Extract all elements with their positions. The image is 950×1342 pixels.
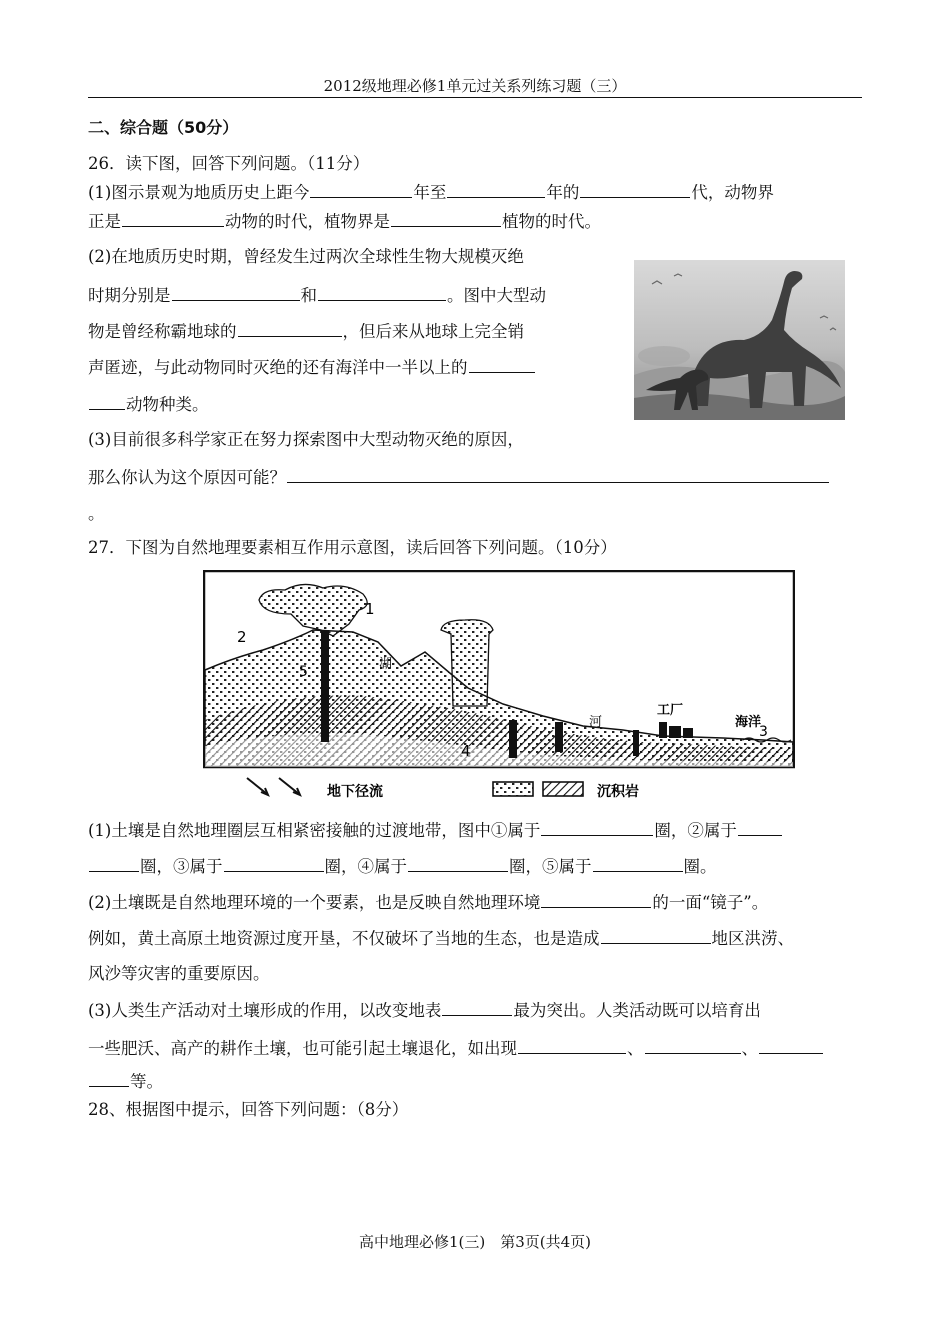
text: 年至 xyxy=(413,183,447,202)
legend-groundwater: 地下径流 xyxy=(327,784,383,800)
text: 一些肥沃、高产的耕作土壤，也可能引起土壤退化，如出现 xyxy=(88,1039,517,1058)
text: 圈。 xyxy=(683,857,717,876)
text: 的一面“镜子”。 xyxy=(652,893,769,912)
q27-stem: 27．下图为自然地理要素相互作用示意图，读后回答下列问题。（10分） xyxy=(88,538,617,557)
answer-blank[interactable] xyxy=(122,210,224,227)
answer-blank[interactable] xyxy=(89,393,125,410)
text: 声匿迹，与此动物同时灭绝的还有海洋中一半以上的 xyxy=(88,358,468,377)
text: 圈，⑤属于 xyxy=(509,857,592,876)
answer-blank[interactable] xyxy=(541,819,653,836)
q26-stem: 26．读下图，回答下列问题。（11分） xyxy=(88,154,370,173)
text: 圈，②属于 xyxy=(654,821,737,840)
answer-blank[interactable] xyxy=(469,356,535,373)
answer-blank[interactable] xyxy=(518,1037,626,1054)
text: 地区洪涝、 xyxy=(711,929,794,948)
q27-part2-line2 xyxy=(88,927,794,950)
q26-part2-line4 xyxy=(88,356,536,379)
text: (3)人类生产活动对土壤形成的作用，以改变地表 xyxy=(88,1001,442,1020)
q27-part3-line3 xyxy=(88,1070,163,1093)
legend-sedimentary: 沉积岩 xyxy=(597,784,639,800)
diagram-label-1: 1 xyxy=(365,600,375,618)
diagram-label-lake: 湖 xyxy=(379,657,393,672)
text: 圈，③属于 xyxy=(140,857,223,876)
diagram-label-4: 4 xyxy=(461,742,471,760)
answer-blank[interactable] xyxy=(172,284,300,301)
legend-arrow-icon xyxy=(279,778,299,794)
legend-soil-swatch xyxy=(493,782,533,796)
q27-part1-line1 xyxy=(88,819,783,842)
answer-blank[interactable] xyxy=(541,891,651,908)
q27-part2-line3: 风沙等灾害的重要原因。 xyxy=(88,964,270,983)
answer-blank[interactable] xyxy=(759,1037,823,1054)
diagram-label-river: 河 xyxy=(589,715,603,730)
q26-part3-line1: (3)目前很多科学家正在努力探索图中大型动物灭绝的原因， xyxy=(88,430,524,449)
text: 年的 xyxy=(546,183,580,202)
answer-blank[interactable] xyxy=(287,466,829,483)
text: 等。 xyxy=(130,1072,163,1091)
answer-blank[interactable] xyxy=(442,999,512,1016)
page-header: 2012级地理必修1单元过关系列练习题（三） xyxy=(323,77,627,95)
text: 代，动物界 xyxy=(691,183,774,202)
text: 、 xyxy=(741,1039,758,1058)
section-title: 二、综合题（50分） xyxy=(88,118,239,137)
answer-blank[interactable] xyxy=(318,284,446,301)
text: 和 xyxy=(300,286,317,305)
answer-blank[interactable] xyxy=(593,855,683,872)
text: 例如，黄土高原土地资源过度开垦，不仅破坏了当地的生态，也是造成 xyxy=(88,929,600,948)
text: (1)图示景观为地质历史上距今 xyxy=(88,183,310,202)
q28-stem: 28、根据图中提示，回答下列问题：（8分） xyxy=(88,1100,409,1119)
geography-interaction-diagram xyxy=(203,570,795,802)
legend-sediment-swatch xyxy=(543,782,583,796)
diagram-label-5: 5 xyxy=(299,664,308,680)
dinosaur-illustration xyxy=(634,260,845,420)
text: 那么你认为这个原因可能？ xyxy=(88,468,286,487)
answer-blank[interactable] xyxy=(224,855,324,872)
text: 、 xyxy=(627,1039,644,1058)
q26-part2-line2 xyxy=(88,284,546,307)
text: (2)土壤既是自然地理环境的一个要素，也是反映自然地理环境 xyxy=(88,893,541,912)
text: (1)土壤是自然地理圈层互相紧密接触的过渡地带，图中①属于 xyxy=(88,821,541,840)
q26-part1-line1 xyxy=(88,181,774,204)
header-rule xyxy=(88,97,862,98)
text: 物是曾经称霸地球的 xyxy=(88,322,237,341)
q26-part3-line2 xyxy=(88,466,830,489)
answer-blank[interactable] xyxy=(238,320,342,337)
text: 动物的时代，植物界是 xyxy=(225,212,390,231)
answer-blank[interactable] xyxy=(391,210,501,227)
answer-blank[interactable] xyxy=(645,1037,741,1054)
text: 动物种类。 xyxy=(126,395,209,414)
text: 植物的时代。 xyxy=(502,212,601,231)
diagram-label-ocean: 海洋 xyxy=(735,715,762,730)
q26-part2-line5 xyxy=(88,393,209,416)
answer-blank[interactable] xyxy=(447,181,545,198)
diagram-label-3: 3 xyxy=(759,724,768,740)
q26-part3-line3: 。 xyxy=(88,504,105,523)
text: 最为突出。人类活动既可以培育出 xyxy=(513,1001,761,1020)
text: 正是 xyxy=(88,212,121,231)
answer-blank[interactable] xyxy=(89,855,139,872)
answer-blank[interactable] xyxy=(310,181,412,198)
text: 时期分别是 xyxy=(88,286,171,305)
answer-blank[interactable] xyxy=(408,855,508,872)
text: ，但后来从地球上完全销 xyxy=(342,322,524,341)
q26-part2-line1: (2)在地质历史时期，曾经发生过两次全球性生物大规模灭绝 xyxy=(88,247,524,266)
legend-arrow-icon xyxy=(247,778,267,794)
q27-part3-line2 xyxy=(88,1037,824,1060)
q27-part2-line1 xyxy=(88,891,768,914)
answer-blank[interactable] xyxy=(738,819,782,836)
answer-blank[interactable] xyxy=(601,927,711,944)
q27-part3-line1 xyxy=(88,999,761,1022)
q27-part1-line2 xyxy=(88,855,717,878)
text: 。图中大型动 xyxy=(447,286,546,305)
q26-part2-line3 xyxy=(88,320,524,343)
answer-blank[interactable] xyxy=(580,181,690,198)
diagram-label-2: 2 xyxy=(237,628,247,646)
text: 圈，④属于 xyxy=(324,857,407,876)
diagram-label-factory: 工厂 xyxy=(657,703,684,718)
q26-part1-line2 xyxy=(88,210,601,233)
page-footer: 高中地理必修1(三) 第3页(共4页) xyxy=(358,1233,592,1251)
answer-blank[interactable] xyxy=(89,1070,129,1087)
